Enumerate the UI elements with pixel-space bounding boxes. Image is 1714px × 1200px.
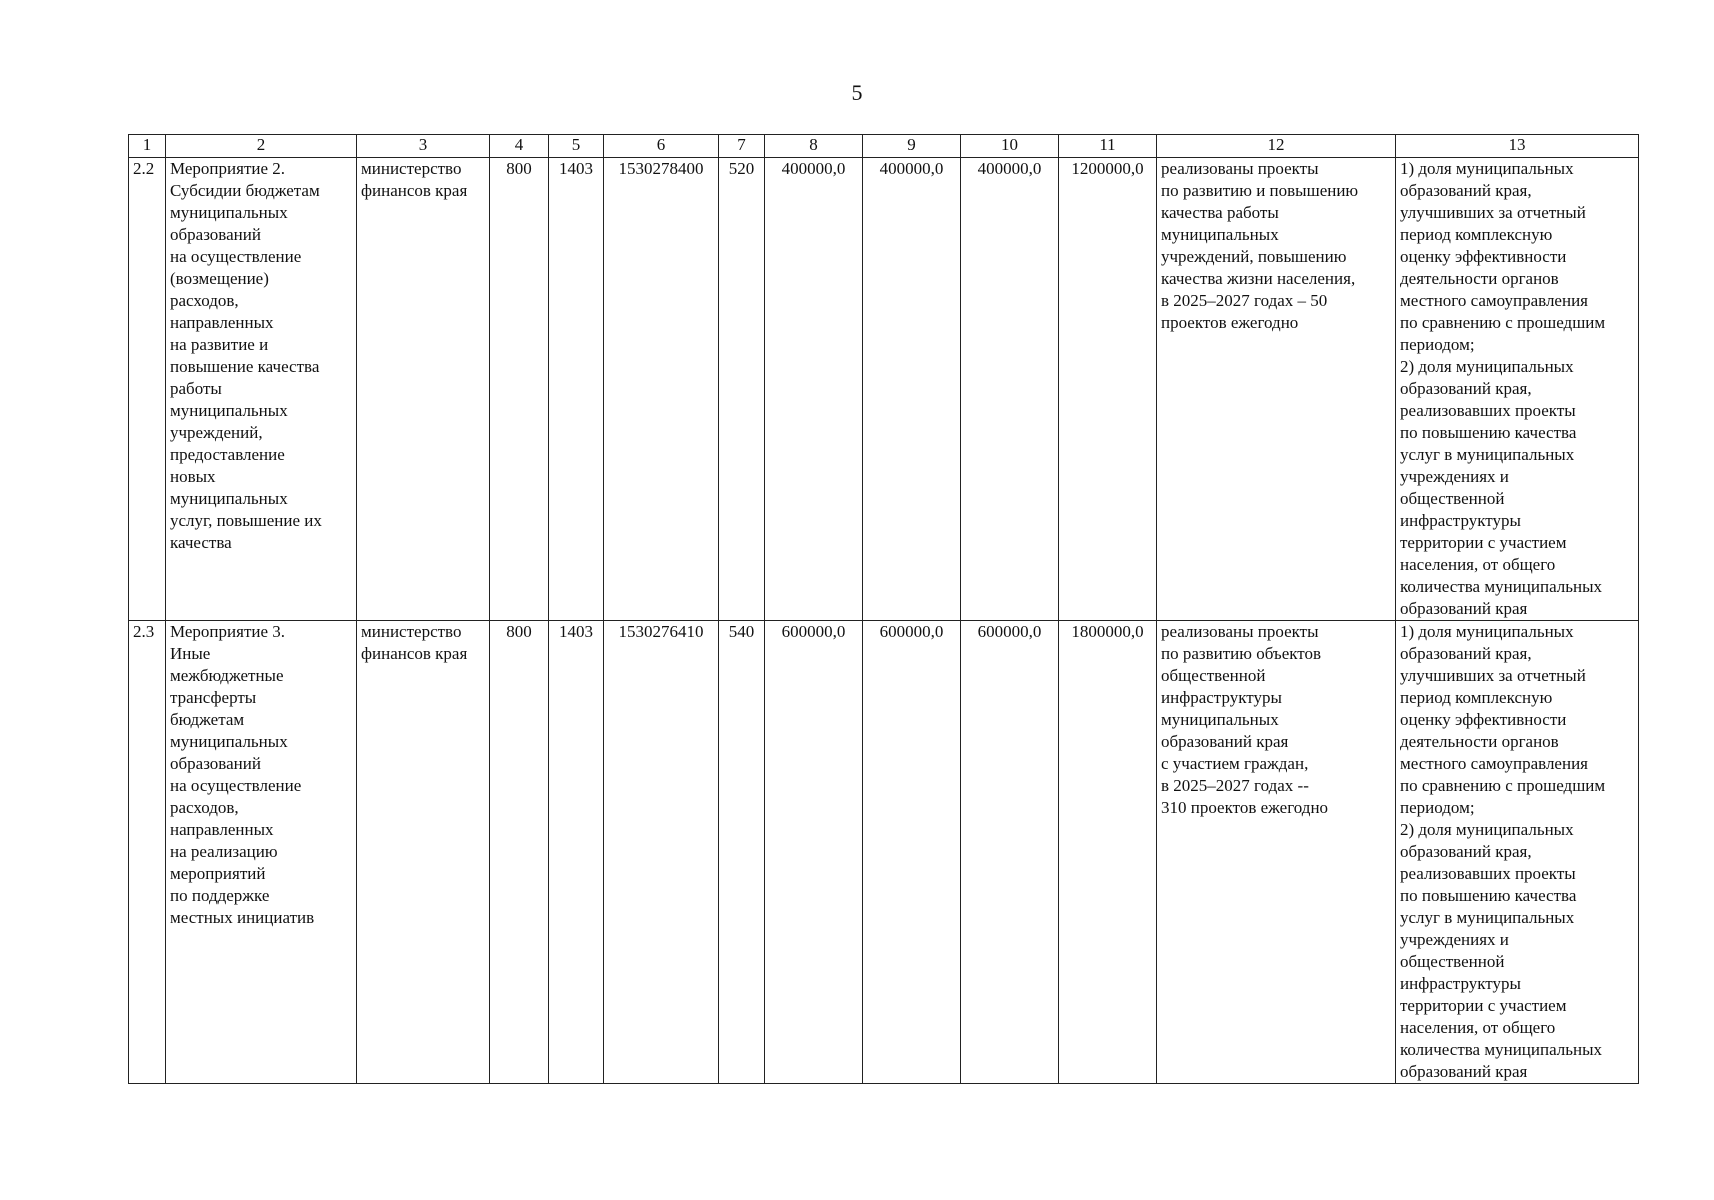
row-number: 2.3	[129, 621, 166, 1084]
event-name	[166, 158, 357, 621]
cell-c4: 800	[490, 621, 549, 1084]
text-line: местных инициатив	[170, 908, 315, 927]
text-line: муниципальных	[170, 489, 288, 508]
text-line: образований	[170, 754, 261, 773]
text-line: период комплексную	[1400, 688, 1553, 707]
text-line: учреждений, повышению	[1161, 247, 1347, 266]
text-line: количества муниципальных	[1400, 577, 1603, 596]
cell-c11: 1200000,0	[1059, 158, 1157, 621]
text-line: по развитию объектов	[1161, 644, 1322, 663]
text-line: реализовавших проекты	[1400, 401, 1576, 420]
cell-c7: 520	[719, 158, 765, 621]
cell-c10: 400000,0	[961, 158, 1059, 621]
text-line: Мероприятие 2.	[170, 159, 286, 178]
text-line: деятельности органов	[1400, 269, 1559, 288]
cell-c7: 540	[719, 621, 765, 1084]
text-line: направленных	[170, 820, 274, 839]
text-line: образований края,	[1400, 181, 1532, 200]
text-line: Мероприятие 3.	[170, 622, 286, 641]
table-row	[129, 621, 1639, 1084]
text-line: инфраструктуры	[1400, 974, 1521, 993]
column-header: 8	[765, 135, 863, 158]
cell-c8: 400000,0	[765, 158, 863, 621]
cell-c11: 1800000,0	[1059, 621, 1157, 1084]
text-line: деятельности органов	[1400, 732, 1559, 751]
text-line: по сравнению с прошедшим	[1400, 776, 1606, 795]
text-line: учреждениях и	[1400, 467, 1509, 486]
text-line: новых	[170, 467, 216, 486]
text-line: муниципальных	[1161, 225, 1279, 244]
text-line: муниципальных	[1161, 710, 1279, 729]
text-line: межбюджетные	[170, 666, 284, 685]
text-line: трансферты	[170, 688, 257, 707]
text-line: работы	[170, 379, 222, 398]
text-line: в 2025–2027 годах – 50	[1161, 291, 1328, 310]
text-line: общественной	[1161, 666, 1266, 685]
text-line: финансов края	[361, 644, 468, 663]
executor	[357, 158, 490, 621]
indicators-text	[1396, 621, 1639, 1084]
cell-c9: 400000,0	[863, 158, 961, 621]
text-line: реализованы проекты	[1161, 159, 1319, 178]
indicators-text	[1396, 158, 1639, 621]
text-line: улучшивших за отчетный	[1400, 203, 1586, 222]
text-line: на реализацию	[170, 842, 278, 861]
text-line: местного самоуправления	[1400, 754, 1588, 773]
text-line: Субсидии бюджетам	[170, 181, 320, 200]
column-header: 11	[1059, 135, 1157, 158]
text-line: инфраструктуры	[1161, 688, 1282, 707]
column-header: 3	[357, 135, 490, 158]
text-line: повышение качества	[170, 357, 320, 376]
result-text	[1157, 158, 1396, 621]
text-line: качества	[170, 533, 232, 552]
text-line: периодом;	[1400, 798, 1475, 817]
text-line: 1) доля муниципальных	[1400, 622, 1574, 641]
text-line: качества жизни населения,	[1161, 269, 1356, 288]
text-line: министерство	[361, 159, 462, 178]
cell-c9: 600000,0	[863, 621, 961, 1084]
text-line: реализованы проекты	[1161, 622, 1319, 641]
cell-c10: 600000,0	[961, 621, 1059, 1084]
text-line: расходов,	[170, 798, 239, 817]
text-line: на осуществление	[170, 776, 302, 795]
text-line: в 2025–2027 годах --	[1161, 776, 1309, 795]
cell-c5: 1403	[549, 158, 604, 621]
column-header: 1	[129, 135, 166, 158]
text-line: по повышению качества	[1400, 886, 1577, 905]
column-header: 13	[1396, 135, 1639, 158]
event-name	[166, 621, 357, 1084]
text-line: учреждений,	[170, 423, 263, 442]
text-line: улучшивших за отчетный	[1400, 666, 1586, 685]
column-header: 6	[604, 135, 719, 158]
column-header: 10	[961, 135, 1059, 158]
text-line: оценку эффективности	[1400, 710, 1567, 729]
cell-c8: 600000,0	[765, 621, 863, 1084]
result-text	[1157, 621, 1396, 1084]
cell-c4: 800	[490, 158, 549, 621]
text-line: местного самоуправления	[1400, 291, 1588, 310]
page-number: 5	[851, 80, 863, 105]
program-table	[128, 134, 1639, 1084]
cell-c6: 1530278400	[604, 158, 719, 621]
text-line: финансов края	[361, 181, 468, 200]
column-header: 5	[549, 135, 604, 158]
text-line: расходов,	[170, 291, 239, 310]
text-line: населения, от общего	[1400, 555, 1556, 574]
text-line: образований края,	[1400, 842, 1532, 861]
text-line: реализовавших проекты	[1400, 864, 1576, 883]
text-line: муниципальных	[170, 732, 288, 751]
text-line: министерство	[361, 622, 462, 641]
text-line: проектов ежегодно	[1161, 313, 1299, 332]
text-line: по повышению качества	[1400, 423, 1577, 442]
text-line: услуг, повышение их	[170, 511, 322, 530]
text-line: 1) доля муниципальных	[1400, 159, 1574, 178]
text-line: услуг в муниципальных	[1400, 908, 1575, 927]
text-line: муниципальных	[170, 203, 288, 222]
text-line: территории с участием	[1400, 996, 1567, 1015]
column-header: 2	[166, 135, 357, 158]
text-line: учреждениях и	[1400, 930, 1509, 949]
text-line: общественной	[1400, 489, 1505, 508]
text-line: образований края	[1161, 732, 1289, 751]
text-line: предоставление	[170, 445, 285, 464]
text-line: образований края,	[1400, 644, 1532, 663]
text-line: общественной	[1400, 952, 1505, 971]
text-line: качества работы	[1161, 203, 1279, 222]
text-line: периодом;	[1400, 335, 1475, 354]
text-line: образований	[170, 225, 261, 244]
text-line: инфраструктуры	[1400, 511, 1521, 530]
column-header: 9	[863, 135, 961, 158]
text-line: с участием граждан,	[1161, 754, 1309, 773]
text-line: бюджетам	[170, 710, 245, 729]
text-line: по сравнению с прошедшим	[1400, 313, 1606, 332]
column-header: 7	[719, 135, 765, 158]
column-header: 4	[490, 135, 549, 158]
text-line: образований края	[1400, 599, 1528, 618]
table-row	[129, 158, 1639, 621]
column-header: 12	[1157, 135, 1396, 158]
text-line: на развитие и	[170, 335, 269, 354]
text-line: 310 проектов ежегодно	[1161, 798, 1329, 817]
text-line: на осуществление	[170, 247, 302, 266]
text-line: по развитию и повышению	[1161, 181, 1359, 200]
executor	[357, 621, 490, 1084]
text-line: территории с участием	[1400, 533, 1567, 552]
text-line: направленных	[170, 313, 274, 332]
text-line: 2) доля муниципальных	[1400, 357, 1574, 376]
text-line: услуг в муниципальных	[1400, 445, 1575, 464]
text-line: образований края,	[1400, 379, 1532, 398]
text-line: по поддержке	[170, 886, 270, 905]
row-number: 2.2	[129, 158, 166, 621]
text-line: (возмещение)	[170, 269, 269, 288]
text-line: оценку эффективности	[1400, 247, 1567, 266]
text-line: населения, от общего	[1400, 1018, 1556, 1037]
header-row	[129, 135, 1639, 158]
cell-c6: 1530276410	[604, 621, 719, 1084]
text-line: образований края	[1400, 1062, 1528, 1081]
text-line: количества муниципальных	[1400, 1040, 1603, 1059]
text-line: период комплексную	[1400, 225, 1553, 244]
text-line: муниципальных	[170, 401, 288, 420]
text-line: мероприятий	[170, 864, 266, 883]
text-line: Иные	[170, 644, 211, 663]
cell-c5: 1403	[549, 621, 604, 1084]
text-line: 2) доля муниципальных	[1400, 820, 1574, 839]
